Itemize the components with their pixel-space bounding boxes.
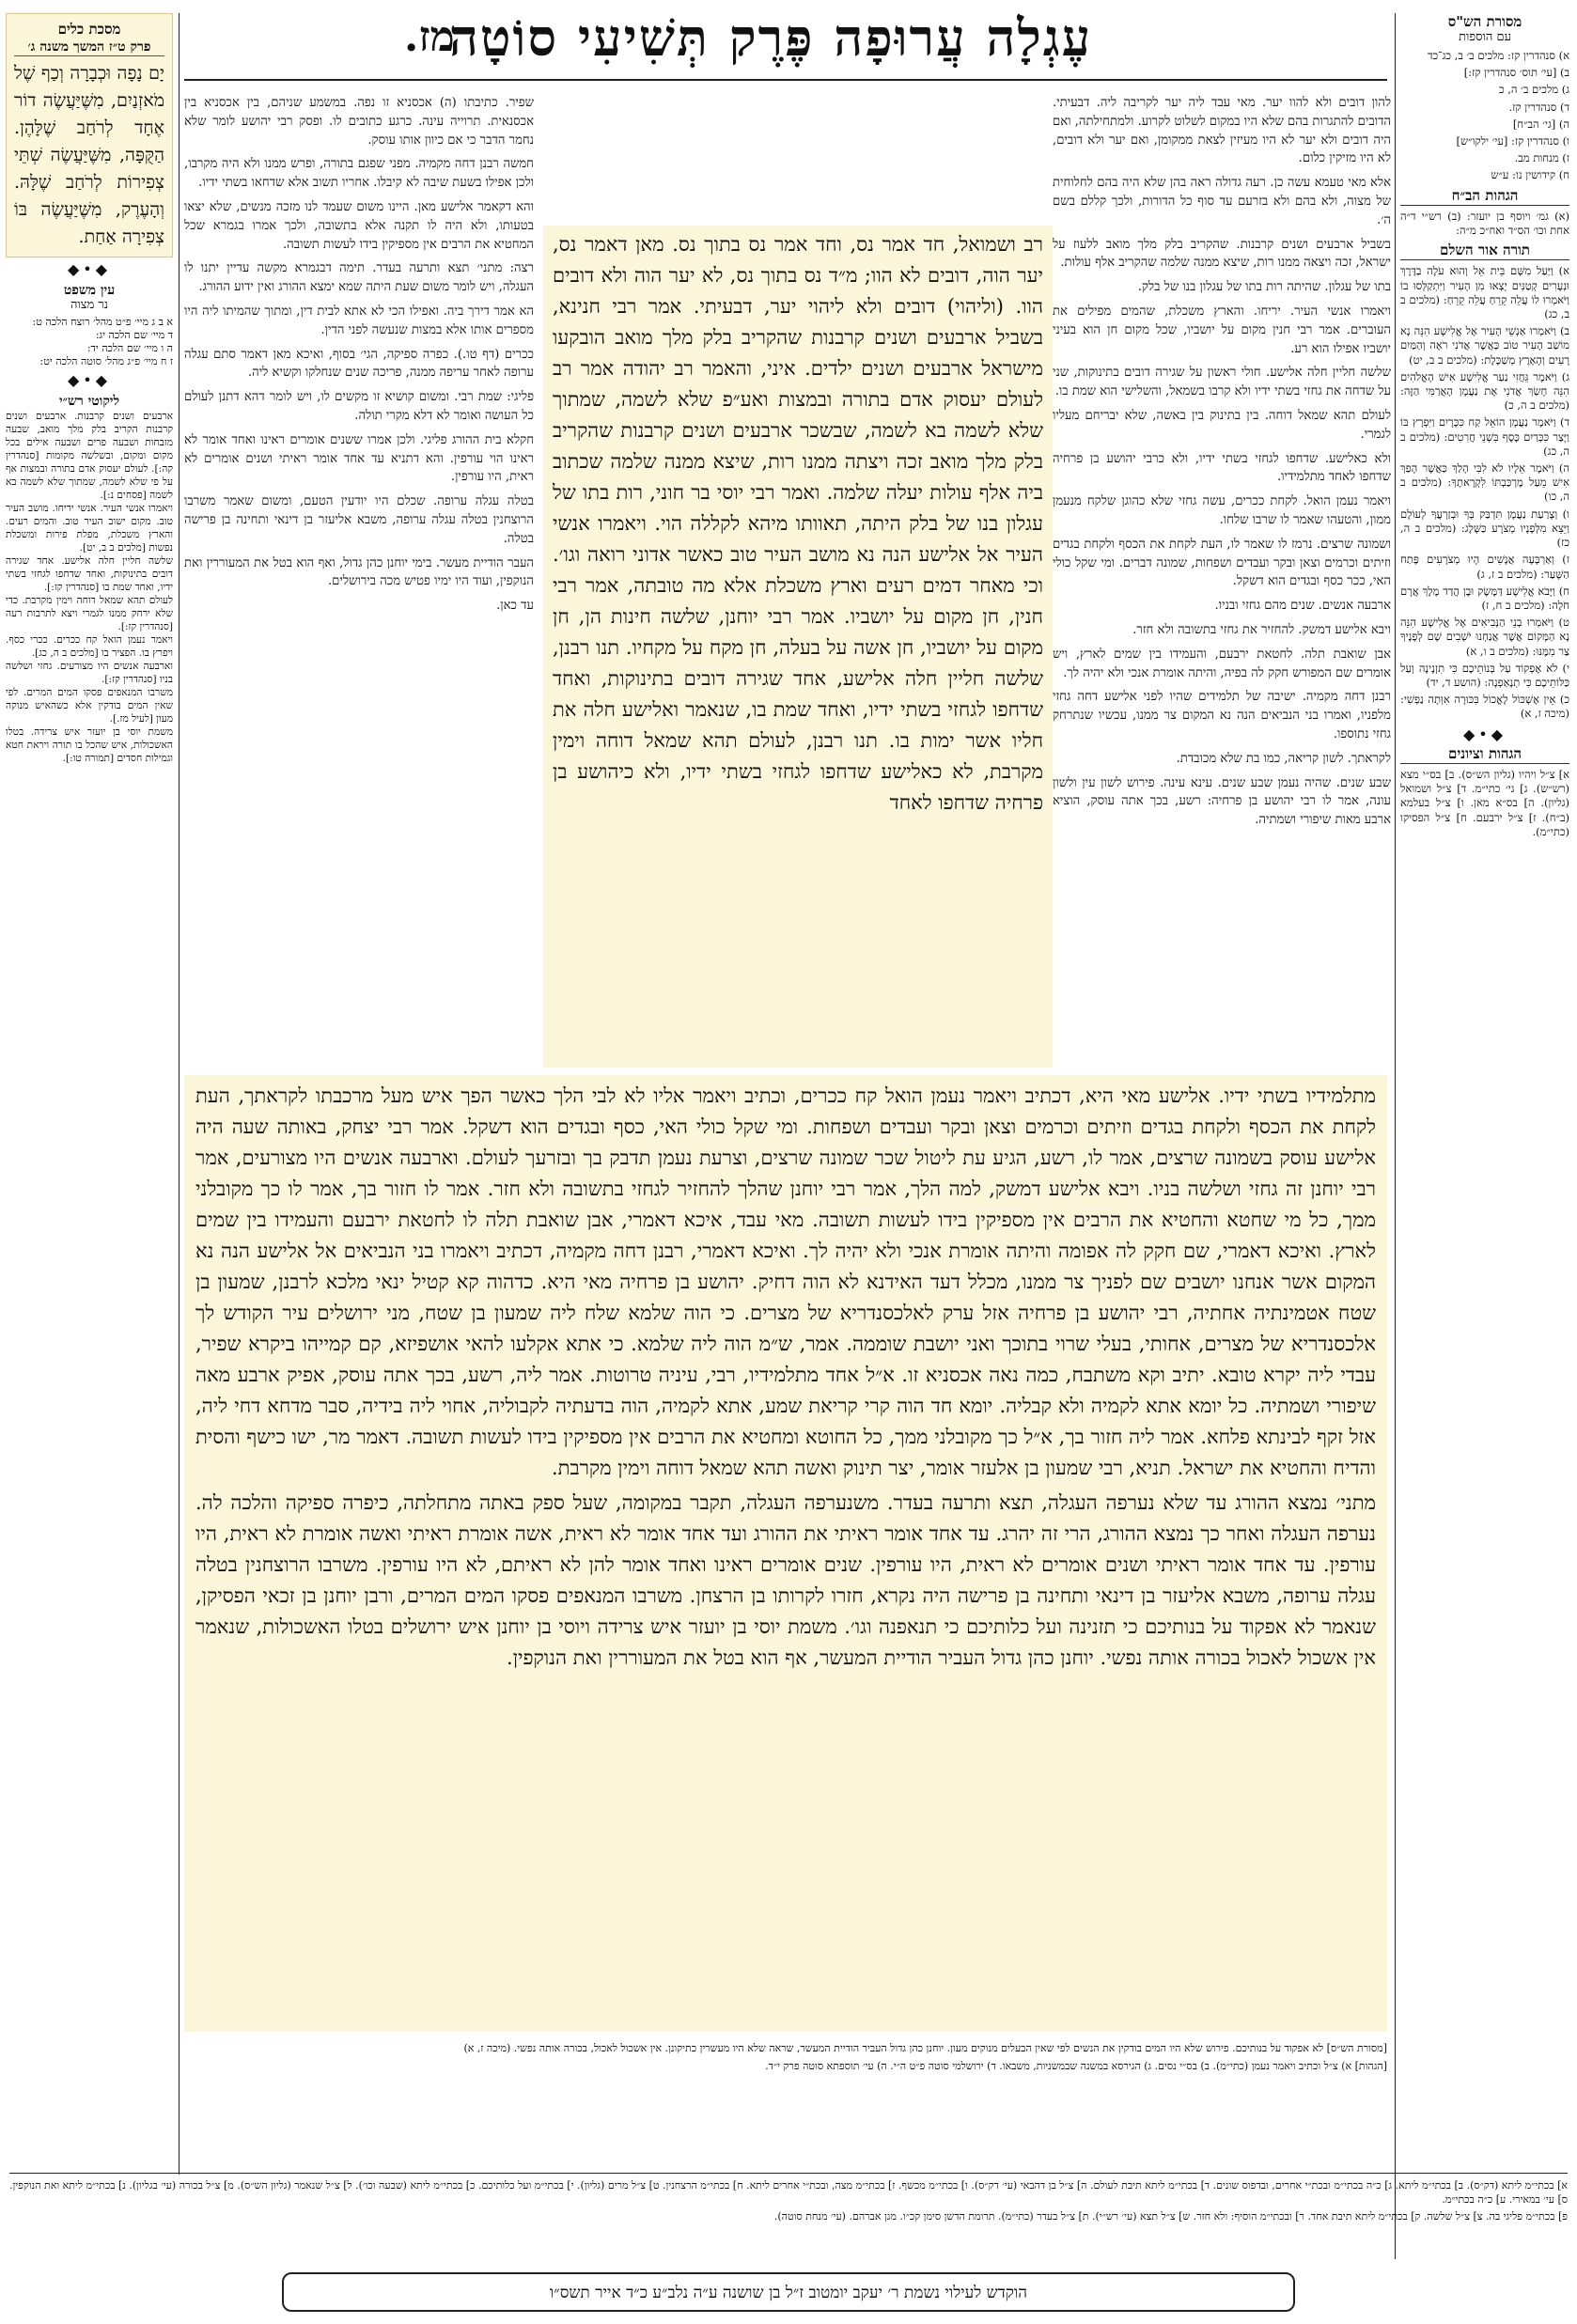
likutei-item: ארבעים ושנים קרבנות. ארבעים ושנים קרבנות הקריב בלק מלך מואב, שבעה מזבחות ושבעה פרים ושבעה אילים בכל מקום ומקום, ובשלשה מקומות [סנהדרין קה:]. לעולם יעסוק אדם בתורה ובמצות אף על פי שלא לשמה, שמתוך שלא לשמה בא לשמה [פסחים נ:]. [6, 411, 173, 501]
footer-notes [9, 2178, 1568, 2226]
masoret-item: ה) [גי׳ הב״ח] [1512, 117, 1569, 131]
gemara-text-wide [184, 1075, 1387, 2032]
hagahot-habach-heading: הגהות הב״ח [1400, 189, 1569, 206]
masoret-item: ז) מנחות מב. [1514, 151, 1569, 165]
right-column-rule [1395, 13, 1396, 2259]
tosafot-paragraph: העבר הודיית מעשר. בימי יוחנן כהן גדול, ואף הוא בטל את המעוררין ואת הנוקפין, ועוד היו ימיו פטיש מכה בירושלים. [184, 555, 534, 589]
mishnah-text: יָם נָפָה וּכְבָרָה וְכַף שֶׁל מֹאזְנַיִם, מִשֶּׁיַּעֲשֶׂה דוֹר אֶחָד לְרֹחַב שֶׁלָּהֶן. הַקֻּפָּה, מִשֶּׁיַּעֲשֶׂה שְׁתֵּי צְפִירוֹת לְרֹחַב שֶׁלָּהּ. וְהָעֶרֶק, מִשֶּׁיַּעֲשֶׂה בּוֹ צְפִירָה אַחַת. [14, 63, 164, 247]
likutei-item: ויאמר נעמן הואל קח ככרים. ככרי כסף. ויפרץ בו. הפציר בו [מלכים ב ה, כג]. [6, 634, 173, 659]
verse-item: ב) וַיֹּאמְרוּ אַנְשֵׁי הָעִיר אֶל אֱלִישָׁע הִנֵּה נָא מוֹשַׁב הָעִיר טוֹב כַּאֲשֶׁר אֲדֹנִי רֹאֶה וְהַמַּיִם רָעִים וְהָאָרֶץ מְשַׁכָּלֶת: (מלכים ב ב, יט) [1400, 324, 1569, 367]
masoret-list [1400, 49, 1569, 183]
verse-item: ה) וַיֹּאמֶר אֵלָיו לֹא לִבִּי הָלַךְ כַּאֲשֶׁר הָפַךְ אִישׁ מֵעַל מֶרְכַּבְתּוֹ לִקְרָאתֶךָ: (מלכים ב ה, כו) [1400, 461, 1569, 504]
verse-item: ד) וַיֹּאמֶר נַעֲמָן הוֹאֵל קַח כִּכָּרָיִם וַיִּפְרָץ בּוֹ וַיָּצַר כִּכְּרַיִם כֶּסֶף בִּשְׁנֵי חֲרִטִים: (מלכים ב ה, כג) [1400, 415, 1569, 458]
footer-note: א] בכתי״מ ליתא (דק״ס). ב] בכתי״מ ליתא. ג] כ״ה בכתי״מ ובכת״י אחרים, ובדפוס שונים. ד] בכתי״מ ליתא תיבת לעולם. ה] צ״ל בן דהבאי (עי׳ דק״ס). ו] בכתי״מ מכשף. ז] בכתי״מ מצה, ובכת״י אחרים ליתא. ח] בכתי״מ הרצחנין. ט] צ״ל מרים (גליון). י] בכתי״מ ועל כלותיכם. כ] בכתי״מ ליתא (שבעה וכו׳). ל] צ״ל שנאמר (גליון הש״ס). מ] צ״ל בכורה (עי׳ בגליון). נ] בכתי״מ ליתא ואת הנוקפין. ס] עי׳ במאירי. ע] כ״ה בכתי״מ. [9, 2179, 1568, 2206]
tosafot-paragraph: בטלה עגלה ערופה. שכלם היו יודעין הטעם, ומשום שאמר משרבו הרוצחנין בטלה עגלה ערופה, משבא אליעזר בן דינאי ותחינה בן פרישה בטלה. [184, 494, 534, 546]
ein-mishpat-item: ד מיי׳ שם הלכה יג: [95, 329, 173, 341]
rashi-paragraph: בתו של עגלון. שהיתה רות בתו של עגלון בנו של בלק. [1137, 280, 1391, 295]
masoret-item: ח) קידושין נו: ע״ש [1491, 168, 1569, 182]
tosafot-paragraph: פליגי: שמת רבי. ומשום קושיא זו מקשים לו, ויש לומר דהא דתנן לעולם כל העושה ואומר לא דלא מקרי תולה. [184, 390, 534, 423]
likutei-item: וארבעה אנשים היו מצורעים. גחזי ושלשה בניו [סנהדרין קז:]. [6, 661, 173, 685]
verse-item: ו) וְצָרַעַת נַעֲמָן תִּדְבַּק בְּךָ וּבְזַרְעֲךָ לְעוֹלָם וַיֵּצֵא מִלְּפָנָיו מְצֹרָע כַּשָּׁלֶג: (מלכים ב ה, כז) [1400, 507, 1569, 550]
bottom-note: [מסורת הש״ס] לא אפקוד על בנותיכם. פירוש שלא היו המים בודקין את הנשים לפי שאין הבעלים מנוקים מעון. יוחנן כהן גדול העביר הודיית המעשר, שראה שלא היו מעשרין כתיקונן. אין אשכול לאכול, בכורה אותה נפשי. (מיכה ז, א) [463, 2042, 1387, 2054]
tosafot-paragraph: רצה: מתני׳ תצא ותרעה בעדר. תימה דבגמרא מקשה עדיין יתנו לו העגלה, ויש לומר משום שעת היתה שמא ימצא ההורג ואין ידוע ההורג. [184, 261, 534, 295]
verse-item: כ) אֵין אֶשְׁכּוֹל לֶאֱכוֹל בִּכּוּרָה אִוְּתָה נַפְשִׁי: (מיכה ז, א) [1400, 693, 1569, 721]
rashi-paragraph: בשביל ארבעים ושנים קרבנות. שהקריב בלק מלך מואב ללעוז על ישראל, זכה ויצאה ממנו רות, שיצא ממנה שלמה שהקריב אלף עולות. [1053, 237, 1391, 271]
ornament-divider: ◆•◆ [67, 371, 112, 389]
rashi-paragraph: רבנן דחה מקמיה. ישיבה של תלמידים שהיו לפני אלישע דחה גחזי מלפניו, ואמרו בני הנביאים הנה נא המקום צר ממנו, עכשיו שנתרחק גחזי נתוספו. [1053, 690, 1391, 741]
footer-rule [9, 2173, 1568, 2174]
verse-item: ג) וַיֹּאמֶר גֵּחֲזִי נַעַר אֱלִישָׁע אִישׁ הָאֱלֹהִים הִנֵּה חָשַׂךְ אֲדֹנִי אֶת נַעֲמָן הָאֲרַמִּי הַזֶּה: (מלכים ב ה, כ) [1400, 369, 1569, 413]
rashi-paragraph: ולא כאלישע. שדחפו לגחזי בשתי ידיו, ולא כרבי יהושע בן פרחיה שדחפו לאחד מתלמידיו. [1053, 451, 1391, 485]
page-header [0, 8, 1577, 73]
tosafot-paragraph: ככרים (דף טו.). כפרה ספיקה, הגי׳ בסוף, ואיכא מאן דאמר סתם עגלה ערופה לאחר עריפה ממנה, פריכה שנים שנחלקו וקשיא ליה. [184, 347, 534, 381]
gemara-paragraph: רב ושמואל, חד אמר נס, וחד אמר נס בתוך נס. מאן דאמר נס, יער הוה, דובים לא הוו; מ״ד נס בתוך נס, לא יער הוה ולא דובים הוו. (וליהוי) דובים ולא ליהוי יער, דבעיתי. אמר רבי חנינא, בשביל ארבעים ושנים קרבנות שהקריב בלק מלך מואב הובקעו מישראל ארבעים ושנים ילדים. איני, והאמר רב יהודה אמר רב לעולם יעסוק אדם בתורה ובמצות ואע״פ שלא לשמה, שמתוך שלא לשמה בא לשמה, שבשכר ארבעים ושנים קרבנות שהקריב בלק מלך מואב זכה ויצתה ממנו רות, שיצא ממנה שלמה שכתוב ביה אלף עולות יעלה שלמה. ואמר רבי יוסי בר חוני, רות בתו של עגלון בנו של בלק היתה, תאוותו מיהא לקללה הוי. ויאמרו אנשי העיר אל אלישע הנה נא מושב העיר טוב כאשר אדוני רואה וגו׳. וכי מאחר דמים רעים וארץ משכלת אלא מה טובתה, אמר רבי חנין, חן מקום על יושביו. אמר רבי יוחנן, שלשה חינות הן, חן מקום על יושביו, חן אשה על בעלה, חן מקח על מקחיו. תנו רבנן, שלשה חליין חלה אלישע, אחד שגירה דובים בתינוקות, ואחד שדחפו לגחזי בשתי ידיו, ואחד שמת בו, שנאמר ואלישע חלה את חליו אשר ימות בו. תנו רבנן, לעולם תהא שמאל דוחה וימין מקרבת, לא כאלישע שדחפו לגחזי בשתי ידיו, ולא כיהושע בן פרחיה שדחפו לאחד [553, 233, 1043, 814]
rashi-paragraph: שלשה חליין חלה אלישע. חולי ראשון על שגירה דובים בתינוקות, שני על שדחה את גחזי בשתי ידיו ולא קרבו בשמאל, והשלישי הוא שמת בו. [1053, 366, 1391, 399]
likutei-item: לעולם תהא שמאל דוחה וימין מקרבת. כדי שלא ירחק ממנו לגמרי ויצא לתרבות רעה [סנהדרין קז:]. [6, 595, 173, 632]
gemara-paragraph: מתלמידיו בשתי ידיו. אלישע מאי היא, דכתיב ויאמר נעמן הואל קח ככרים, וכתיב ויאמר אליו לא לבי הלך כאשר הפך איש מעל מרכבתו לקראתך, העת לקחת את הכסף ולקחת בגדים וזיתים וכרמים וצאן ובקר ועבדים ושפחות. ומי שקל כולי האי, כסף ובגדים הוא דשקל. אמר רבי יצחק, באותה שעה היה אלישע עוסק בשמונה שרצים, אמר לו, רשע, הגיע עת ליטול שכר שמונה שרצים, וצרעת נעמן תדבק בך ובזרעך לעולם. וארבעה אנשים היו מצורעים, אמר רבי יוחנן זה גחזי ושלשה בניו. ויבא אלישע דמשק, למה הלך, אמר רבי יוחנן שהלך להחזיר לגחזי בתשובה ולא חזר. אמר לו חזור בך, אמר לו כך מקובלני ממך, כל מי שחטא והחטיא את הרבים אין מספיקין בידו לעשות תשובה. מאי עבד, איכא דאמרי, אבן שואבת תלה לו לחטאת ירבעם והעמידו בין שמים לארץ. ואיכא דאמרי, שם חקק לה אפומה והיתה אומרת אנכי ולא יהיה לך. ואיכא דאמרי, רבנן דחה מקמיה, דכתיב ויאמרו בני הנביאים אל אלישע הנה נא המקום אשר אנחנו יושבים שם לפניך צר ממנו, מכלל דעד האידנא לא הוה דחיק. יהושע בן פרחיה מאי היא. כדהוה קא קטיל ינאי מלכא לרבנן, שמעון בן שטח אטמינתיה אחתיה, רבי יהושע בן פרחיה אזל ערק לאלכסנדריא של מצרים. כי הוה שלמא שלח ליה שמעון בן שטח, מני ירושלים עיר הקודש לך אלכסנדריא של מצרים, אחותי, בעלי שרוי בתוכך ואני יושבת שוממה. אמר, ש״מ הוה ליה שלמא. כי אתא אקלעו להאי אושפיזא, קם קמייהו ביקרא שפיר, עבדי ליה יקרא טובא. יתיב וקא משתבח, כמה נאה אכסניא זו. א״ל אחד מתלמידיו, רבי, עיניה טרוטות. אמר ליה, רשע, בכך אתה עוסק, אפיק ארבע מאה שיפורי ושמתיה. כל יומא אתא לקמיה ולא קבליה. יומא חד הוה קרי קריאת שמע, אתא לקמיה, הוה בדעתיה לקבוליה, אחוי ליה בידיה, סבר מדחא דחי ליה, אזל זקף לבינתא פלחא. אמר ליה חזור בך, א״ל כך מקובלני ממך, כל החוטא ומחטיא את הרבים אין מספיקין בידו לעשות תשובה. דאמר מר, ישו כישף והסית והדיח והחטיא את ישראל. תניא, רבי שמעון בן אלעזר אומר, יצר תינוק ואשה תהא שמאל דוחה וימין מקרבת. [195, 1084, 1376, 1479]
verse-item: ט) וַיֹּאמְרוּ בְנֵי הַנְּבִיאִים אֶל אֱלִישָׁע הִנֵּה נָא הַמָּקוֹם אֲשֶׁר אֲנַחְנוּ יֹשְׁבִים שָׁם לְפָנֶיךָ צַר מִמֶּנּוּ: (מלכים ב ו, א) [1400, 616, 1569, 658]
ein-mishpat-item: ה ו מיי׳ שם הלכה יד: [86, 342, 173, 354]
bottom-note: [הגהות] א) צ״ל וכתיב ויאמר נעמן (כתי״מ). ב) בס״י נסים. ג) הגירסא במשנה שבמשניות, משבאו. ד) ירושלמי סוטה פ״ט ה״י. ה) עי׳ תוספתא סוטה פרק י״ד. [765, 2060, 1387, 2072]
rashi-paragraph: אלא מאי טעמא עשה כן. רעה גדולה ראה בהן שלא היה בהם לחלוחית של מצוה, ולא בהם ולא בזרעם עד סוף כל הדורות, ולכך קללם בשם ה׳. [1053, 176, 1391, 227]
tosafot-paragraph: הא אמר דירך ביה. ואפילו הכי לא אתא לבית דין, ומתוך שהמיתו ליה היו מספרים אותו אלא במצות שנעשה לפני הדין. [184, 304, 534, 337]
rashi-paragraph: ויאמרו אנשי העיר. יריחו. והארץ משכלת, שהמים מפילים את העוברים. אמר רבי חנין מקום על יושביו, שכל מקום חן הוא בעיני יושביו אפילו הוא רע. [1053, 304, 1391, 356]
likutei-rashi-heading: ליקוטי רש״י [58, 394, 120, 409]
verse-item: ח) וַיָּבֹא אֱלִישָׁע דַּמֶּשֶׂק וּבֶן הֲדַד מֶלֶךְ אֲרָם חֹלֶה: (מלכים ב ח, ז) [1400, 584, 1569, 612]
hagahot-habach-text: (א) גמ׳ ויוסף בן יועזר: (ב) רש״י ד״ה אחת וכו׳ הס״ד ואח״כ מ״ה: [1400, 209, 1569, 238]
masoret-title: מסורת הש"ס [1447, 13, 1522, 30]
masoret-item: ב) [עי׳ תוס׳ סנהדרין קז:] [1463, 66, 1569, 80]
right-margin-column [1400, 13, 1569, 842]
rashi-paragraph: אבן שואבת תלה. לחטאת ירבעם, והעמידו בין שמים לארץ, ויש אומרים שם המפורש חקק לה בפיה, והיתה אומרת אנכי ולא יהיה לך. [1053, 647, 1391, 680]
ornament-divider: ◆•◆ [1462, 725, 1507, 743]
rashi-paragraph: ארבעה אנשים. שנים מהם גחזי ובניו. [1214, 599, 1391, 614]
rashi-paragraph: ושמונה שרצים. נרמז לו שאמר לו, העת לקחת את הכסף ולקחת בגדים וזיתים וכרמים וצאן ובקר ועבדים ושפחות, שמונה דברים. ומי שקל כולי האי, ככר כסף ובגדים הוא דשקל. [1053, 537, 1391, 589]
likutei-item: משמת יוסי בן יועזר איש צרידה. בטלו האשכולות, איש שהכל בו תורה ויראת חטא וגמילות חסדים [תמורה טו:]. [6, 726, 173, 764]
masoret-item: א) סנהדרין קז: מלכים ב׳ ב, כג־כד [1428, 49, 1569, 62]
verse-item: י) לֹא אֶפְקוֹד עַל בְּנוֹתֵיכֶם כִּי תִזְנֶינָה וְעַל כַּלּוֹתֵיכֶם כִּי תְנָאַפְנָה: (הושע ד, יד) [1400, 661, 1569, 689]
ein-mishpat-list [6, 316, 173, 368]
rashi-paragraph: ויאמר נעמן הואל. לקחת ככרים, עשה גחזי שלא כהוגן שלקח מנעמן ממון, והטעהו שאמר לו שרבו שלחו. [1053, 494, 1391, 527]
likutei-item: משרבו המנאפים פסקו המים המרים. לפי שאין המים בודקין אלא כשהאיש מנוקה מעון [לעיל מז.]. [6, 687, 173, 725]
ein-mishpat-item: ז ח מיי׳ פ״ג מהל׳ סוטה הלכה יט: [39, 355, 173, 367]
footer-note: פ] בכתי״מ פליגי בה. צ] צ״ל שלשה. ק] בכתי״מ ליתא תיבת אחד. ר] ובכתי״מ הוסיף: ולא חזר. ש] צ״ל תצא (עי׳ רש״י). ת] צ״ל בעדר (כתי״מ). תרומת הדשן סימן קכ״ו. מגן אברהם. (עי׳ מנחת סוטה). [773, 2210, 1568, 2223]
verse-item: א) וַיַּעַל מִשָּׁם בֵּית אֵל וְהוּא עֹלֶה בַדֶּרֶךְ וּנְעָרִים קְטַנִּים יָצְאוּ מִן הָעִיר וַיִּתְקַלְּסוּ בוֹ וַיֹּאמְרוּ לוֹ עֲלֵה קֵרֵחַ עֲלֵה קֵרֵחַ: (מלכים ב ב, כג) [1400, 264, 1569, 321]
masoret-item: ג) מלכים ב׳ ה, כ [1498, 83, 1569, 97]
tosafot-commentary [184, 94, 534, 621]
tosafot-paragraph: עד כאן. [496, 599, 534, 614]
likutei-item: ויאמרו אנשי העיר. אנשי יריחו. מושב העיר טוב. מקום ישוב העיר טוב. והמים רעים. והארץ משכלת, מפלת פירות ומשכלת נפשות [מלכים ב ב, יט]. [6, 503, 173, 554]
rashi-paragraph: להון דובים ולא להוו יער. מאי עבד ליה יער לקריבה ליה. דבעיתי. הדובים להתגרות בהם שלא היו במקום לשלוט לקרוע. ולמתחילתה, ואם היה דובים ולא יער לא היו מעיזין לצאת ממקומן, ואם יער ולא דובים, לא היו מזיקין כלום. [1053, 96, 1391, 166]
dedication-box: הוקדש לעילוי נשמת ר׳ יעקב יומטוב ז״ל בן שושנה ע״ה נלב״ע כ״ד אייר תשס״ו [282, 2272, 1295, 2312]
masoret-item: ו) סנהדרין קז: [עי׳ ילקו״ש] [1456, 134, 1569, 148]
left-column-rule [179, 13, 180, 2175]
verse-item: ז) וְאַרְבָּעָה אֲנָשִׁים הָיוּ מְצֹרָעִים פֶּתַח הַשָּׁעַר: (מלכים ב ז, ג) [1400, 553, 1569, 581]
hagahot-vetziyunim-heading: הגהות וציונים [1400, 747, 1569, 764]
page-title: עֶגְלָה עֲרוּפָה פֶּרֶק תְּשִׁיעִי סוֹטָה [448, 8, 1093, 68]
tosafot-paragraph: חקלא בית ההורג פליגי. ולכן אמרו ששנים אומרים ראינו ואחד אומר לא ראינו הוי עורפין. והא דתניא עד אחד אומר ראיתי ושנים אומרים לא ראית, היו עורפין. [184, 432, 534, 485]
page-number: מז. [404, 13, 455, 61]
rashi-paragraph: שבע שנים. שהיה נעמן שבע שנים. עינא עינה. פירוש לשון עין ולשון עונה, אמר לו רבי יהושע בן פרחיה: רשע, בכך אתה עוסק, הוציא ארבע מאות שיפורי ושמתיה. [1053, 775, 1391, 828]
ornament-divider: ◆•◆ [67, 260, 112, 278]
torah-or-heading: תורה אור השלם [1400, 243, 1569, 260]
mishnah-paragraph: מתני׳ נמצא ההורג עד שלא נערפה העגלה, תצא ותרעה בעדר. משנערפה העגלה, תקבר במקומה, שעל ספק באתה מתחלתה, כיפרה ספיקה והלכה לה. נערפה העגלה ואחר כך נמצא ההורג, הרי זה יהרג. עד אחד אומר ראיתי את ההורג ועד אחד אומר לא ראית, אשה אומרת ראיתי ואשה אומרת לא ראית, היו עורפין. עד אחד אומר ראיתי ושנים אומרים לא ראית, היו עורפין. שנים אומרים ראינו ואחד אומר להן לא ראיתם, לא היו עורפין. משרבו הרוצחנין בטלה עגלה ערופה, משבא אליעזר בן דינאי ותחינה בן פרישה היה נקרא, חזרו לקרותו בן הרצחן. משרבו המנאפים פסקו המים המרים, ורבן יוחנן בן זכאי הפסיקן, שנאמר לא אפקוד על בנותיכם כי תזנינה ועל כלותיכם כי תנאפנה וגו׳. משמת יוסי בן יועזר איש צרידה ויוסי בן יוחנן איש ירושלים בטלו האשכולות, שנאמר אין אשכול לאכול בכורה אותה נפשי. יוחנן כהן גדול העביר הודיית המעשר, אף הוא בטל את המעוררין ואת הנוקפין. [195, 1491, 1376, 1669]
rashi-paragraph: לקראתך. לשון קריאה, כמו בת שלא מכובדת. [1176, 751, 1391, 766]
tosafot-paragraph: שפיר. כתיבתו (ה) אכסניא זו נפה. במשמע שניהם, בין אכסניא בין אכסנאית. תרוייה עינה. כרגע כתובים לו. ופסק רבי יהושע לומר שלא נחמר הדבר כי אם כיוון אותו עוסק. [184, 96, 534, 148]
masoret-item: ד) סנהדרין קז. [1508, 100, 1569, 114]
ner-mitzvah-subheading: נר מצוה [70, 298, 109, 312]
rashi-paragraph: ויבא אלישע דמשק. להחזיר את גחזי בתשובה ולא חזר. [1132, 622, 1391, 637]
mishnah-tractate: מסכת כלים [57, 21, 121, 38]
likutei-item: שלשה חליין חלה אלישע. אחד שגירה דובים בתינוקות, ואחד שדחפו לגחזי בשתי ידיו, ואחד שמת בו [סנהדרין קז:]. [6, 555, 173, 593]
tosafot-paragraph: והא דקאמר אלישע מאן. היינו משום שעמד לנו מזכה מנשים, שלא יצאו בטעותו, ולא היה לו תקנה אלא בתשובה, ולכך אמרו בגמרא שכל המחטיא את הרבים אין מספיקין בידו לעשות תשובה. [184, 199, 534, 252]
tosafot-paragraph: חמשה רבנן דחה מקמיה. מפני שפגם בתורה, ופרש ממנו ולא היה מקרבו, ולכן אפילו בשעת שיבה לא קיבלו. אחריו תשוב אלא שדחאו בשתי ידיו. [184, 157, 534, 191]
likutei-rashi-text [6, 410, 173, 765]
ein-mishpat-item: א ב ג מיי׳ פ״ט מהל׳ רוצח הלכה ט: [32, 316, 173, 328]
mishnah-heading: פרק ט״ז המשך משנה ג׳ [14, 39, 164, 56]
header-rule [184, 79, 1387, 81]
bottom-notes [184, 2041, 1387, 2077]
torah-or-list [1400, 264, 1569, 721]
mishnah-box [6, 13, 173, 257]
ein-mishpat-heading: עין משפט [63, 283, 116, 298]
rashi-paragraph: לעולם תהא שמאל דוחה. בין בתינוק בין באשה, שלא יבריחם מעליו לגמרי. [1053, 408, 1391, 442]
masoret-subtitle: עם הוספות [1459, 30, 1511, 44]
hagahot-vetziyunim-text: א] צ״ל ויהיו (גליון הש״ס). ב] בס״י מצא (רש״ש). ג] גי׳ כתי״מ. ד] צ״ל ושמואל (גליון). ה] בס״א מאן. ו] צ״ל בעלמא (ב״ח). ז] צ״ל ירבעם. ח] צ״ל הפסיקו (כתי״מ). [1400, 767, 1569, 838]
left-margin-column [6, 13, 173, 765]
rashi-commentary [1053, 94, 1391, 835]
gemara-text-top [543, 226, 1053, 1068]
